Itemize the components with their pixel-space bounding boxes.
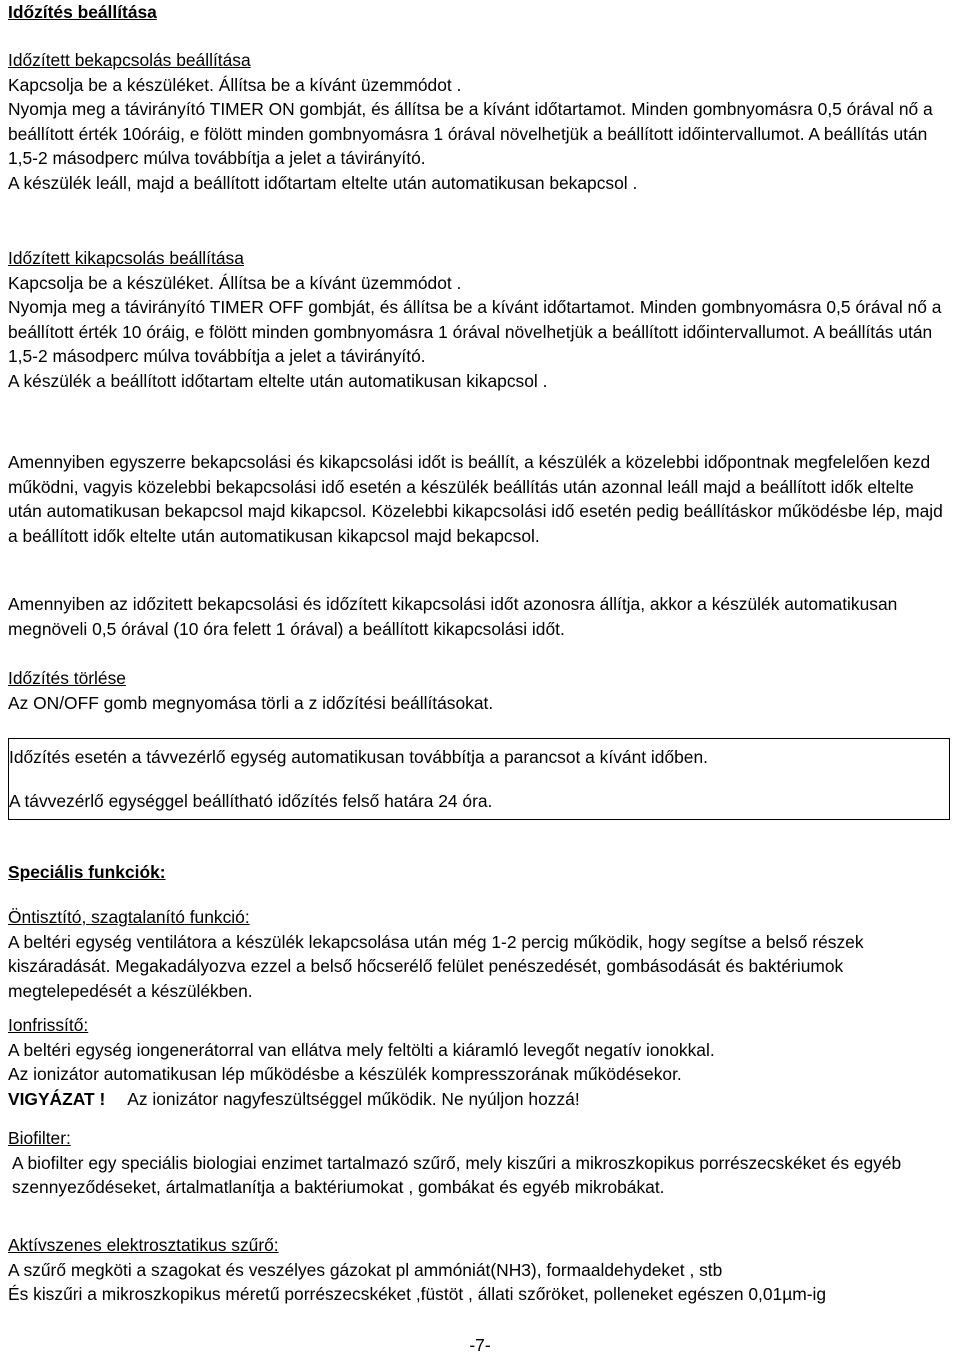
cancel-section bbox=[8, 666, 952, 715]
carbon-filter-line-1: A szűrő megköti a szagokat és veszélyes gázokat pl ammóniát(NH3), formaaldehydeket , stb bbox=[8, 1259, 723, 1280]
carbon-filter-heading: Aktívszenes elektrosztatikus szűrő: bbox=[8, 1235, 279, 1255]
cancel-heading: Időzítés törlése bbox=[8, 668, 126, 688]
ionizer-line-1: A beltéri egység iongenerátorral van ellátva mely feltölti a kiáramló levegőt negatív ionokkal. bbox=[8, 1039, 715, 1060]
carbon-filter-line-2: És kiszűri a mikroszkopikus méretű porrészecskéket ,füstöt , állati szőröket, polleneket egészen 0,01µm-ig bbox=[8, 1284, 827, 1305]
off-timer-line-2: Nyomja meg a távirányító TIMER OFF gombját, és állítsa be a kívánt időtartamot. Minden gombnyomásra 0,5 órával nő a beállított érték 10 óráig, e fölött minden gombnyomásra 1 órával növelhetjük a beállított időintervallumot. A beállítás után 1,5-2 másodperc múlva továbbítja a jelet a távirányító. bbox=[8, 297, 942, 367]
carbon-filter-section bbox=[8, 1233, 952, 1307]
self-clean-text: A beltéri egység ventilátora a készülék lekapcsolása után még 1-2 percig működik, hogy segítse a belső részek kiszáradását. Megakadályozva ezzel a belső hőcserélő felület penészedését, gombásodását és baktériumok megtelepedését a készülékben. bbox=[8, 931, 864, 1001]
off-timer-heading: Időzített kikapcsolás beállítása bbox=[8, 248, 244, 268]
biofilter-heading: Biofilter: bbox=[8, 1128, 71, 1148]
biofilter-text: A biofilter egy speciális biologiai enzimet tartalmazó szűrő, mely kiszűri a mikroszkopikus porrészecskéket és egyéb szennyeződéseket, ártalmatlanítja a baktériumokat , gombákat és egyéb mikrobákat. bbox=[12, 1152, 902, 1198]
self-clean-section bbox=[8, 905, 952, 1003]
off-timer-line-1: Kapcsolja be a készüléket. Állítsa be a kívánt üzemmódot . bbox=[8, 272, 462, 293]
warning-label: VIGYÁZAT ! bbox=[8, 1088, 106, 1109]
on-timer-section bbox=[8, 48, 952, 196]
ionizer-warning bbox=[8, 1087, 952, 1112]
on-timer-line-3: A készülék leáll, majd a beállított időtartam eltelte után automatikusan bekapcsol . bbox=[8, 172, 638, 193]
on-timer-line-2: Nyomja meg a távirányító TIMER ON gombját, és állítsa be a kívánt időtartamot. Minden gombnyomásra 0,5 órával nő a beállított érték 10óráig, e fölött minden gombnyomásra 1 órával növelhetjük a beállított időintervallumot. A beállítás után 1,5-2 másodperc múlva továbbítja a jelet a távirányító. bbox=[8, 99, 933, 169]
cancel-text: Az ON/OFF gomb megnyomása törli a z időzítési beállításokat. bbox=[8, 692, 494, 713]
off-timer-section bbox=[8, 246, 952, 394]
ionizer-line-2: Az ionizátor automatikusan lép működésbe a készülék kompresszorának működésekor. bbox=[8, 1064, 682, 1085]
ionizer-section bbox=[8, 1013, 952, 1111]
note-box bbox=[8, 738, 950, 820]
ionizer-heading: Ionfrissítő: bbox=[8, 1015, 89, 1035]
note-line-2: A távvezérlő egységgel beállítható időzítés felső határa 24 óra. bbox=[9, 791, 493, 811]
special-functions-heading: Speciális funkciók: bbox=[8, 862, 166, 882]
on-timer-heading: Időzített bekapcsolás beállítása bbox=[8, 50, 251, 70]
page-title: Időzítés beállítása bbox=[8, 2, 157, 22]
same-time-paragraph: Amennyiben az időzitett bekapcsolási és időzített kikapcsolási időt azonosra állítja, akkor a készülék automatikusan megnöveli 0,5 órával (10 óra felett 1 órával) a beállított kikapcsolási időt. bbox=[8, 594, 898, 639]
on-timer-line-1: Kapcsolja be a készüléket. Állítsa be a kívánt üzemmódot . bbox=[8, 74, 462, 95]
biofilter-section bbox=[8, 1126, 952, 1200]
note-line-1: Időzítés esetén a távvezérlő egység automatikusan továbbítja a parancsot a kívánt időben. bbox=[9, 747, 708, 767]
off-timer-line-3: A készülék a beállított időtartam eltelte után automatikusan kikapcsol . bbox=[8, 370, 548, 391]
page-number: -7- bbox=[469, 1335, 491, 1355]
combined-timer-paragraph: Amennyiben egyszerre bekapcsolási és kikapcsolási időt is beállít, a készülék a közelebbi időpontnak megfelelően kezd működni, vagyis közelebbi bekapcsolási idő esetén a készülék beállítás után azonnal leáll majd a beállított idők eltelte után automatikusan bekapcsol majd kikapcsol. Közelebbi kikapcsolási idő esetén pedig beállításkor működésbe lép, majd a beállított idők eltelte után automatikusan kikapcsol majd bekapcsol. bbox=[8, 452, 943, 546]
warning-text: Az ionizátor nagyfeszültséggel működik. Ne nyúljon hozzá! bbox=[127, 1088, 580, 1109]
self-clean-heading: Öntisztító, szagtalanító funkció: bbox=[8, 907, 250, 927]
